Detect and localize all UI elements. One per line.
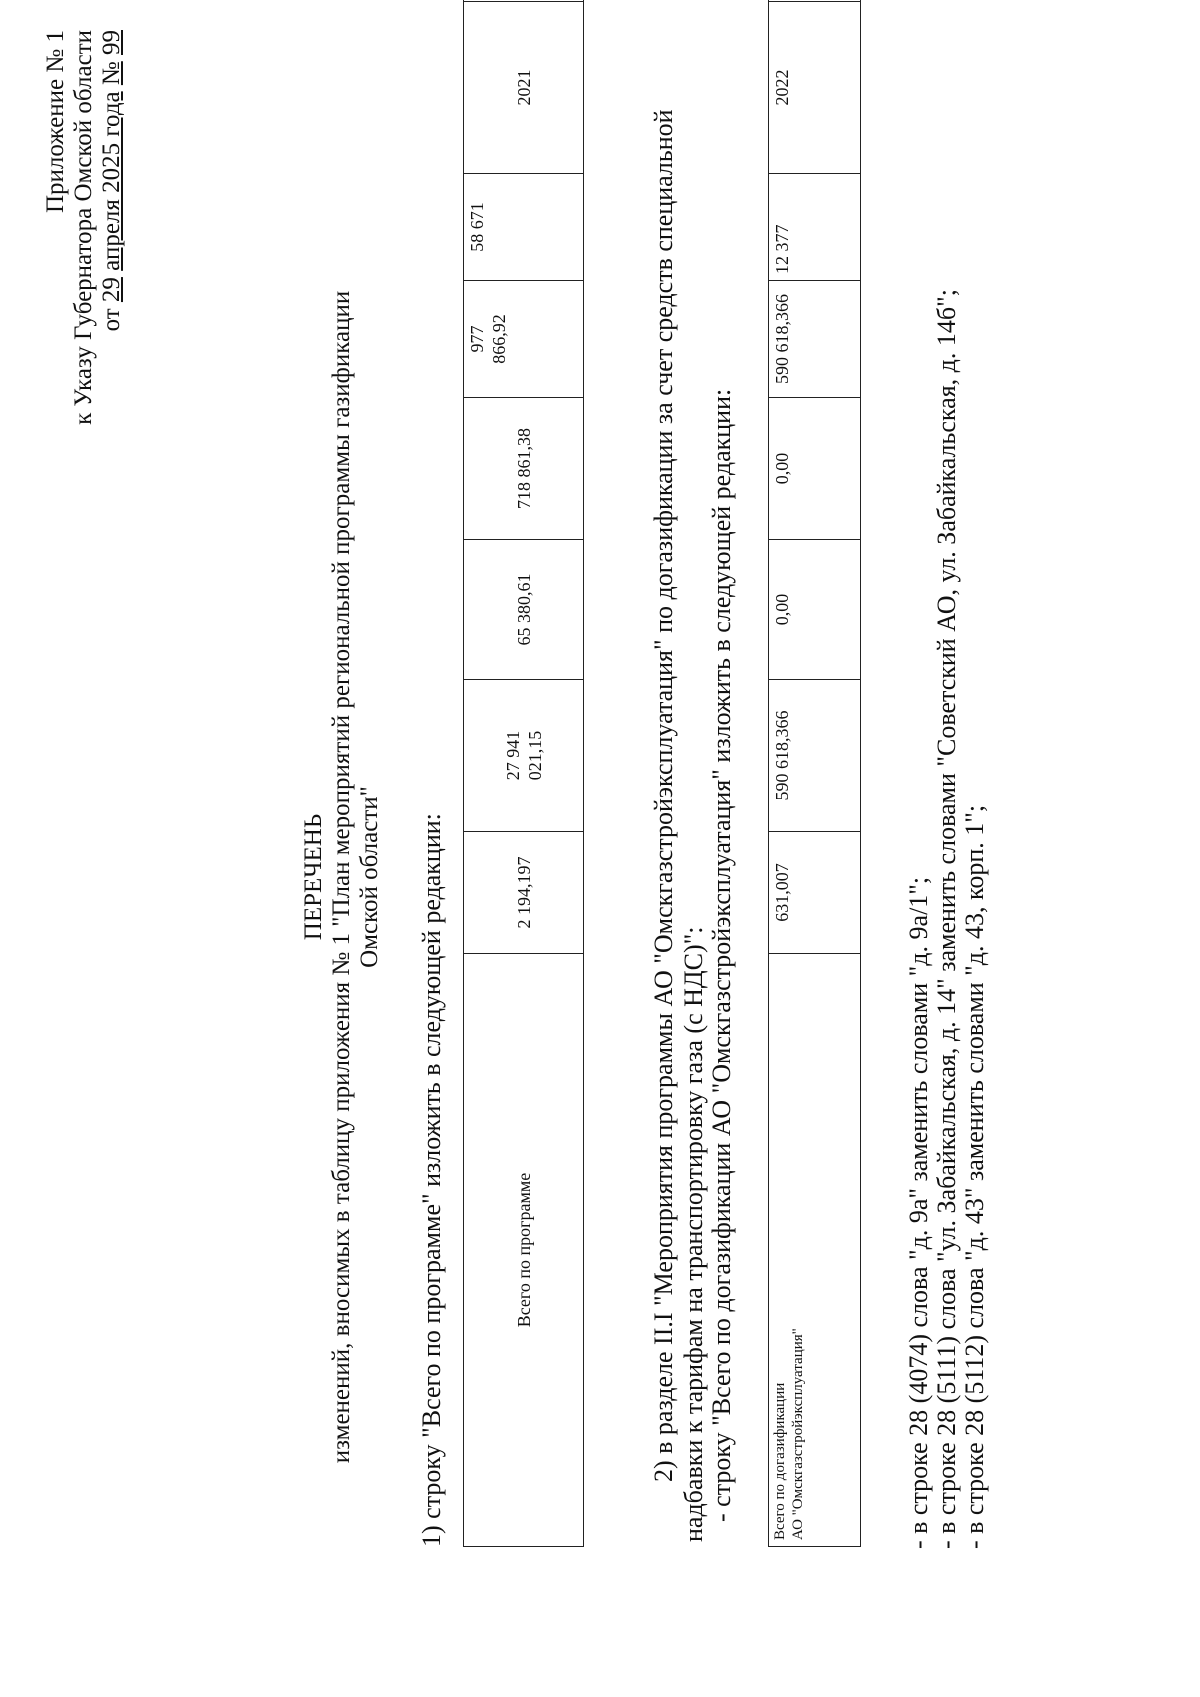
table2-cell: 2022: [769, 2, 861, 174]
appendix-line3: от 29 апреля 2025 года № 99: [98, 30, 125, 332]
table2-cell: 0,00: [769, 398, 861, 540]
table1-cell: 65 380,61: [464, 540, 584, 680]
table1-cell: 2 194,197: [464, 832, 584, 954]
item-2-line3: - строку "Всего по догазификации АО "Омскгазстройэксплуатация" изложить в следующей редакции:: [707, 388, 736, 1522]
change-bullet: - в строке 28 (5112) слова "д. 43" заменить словами "д. 43, корп. 1";: [960, 804, 989, 1549]
table-gasification-total: [768, 0, 861, 1547]
table2-cell: 590 618,366: [769, 680, 861, 832]
table2-cell: 590 618,366: [769, 281, 861, 398]
appendix-header: [42, 30, 126, 425]
appendix-line1: Приложение № 1: [42, 30, 69, 214]
table1-cell: 27 941 021,15: [464, 680, 584, 832]
table2-cell: [769, 0, 861, 2]
appendix-month-year: апреля 2025 года: [98, 91, 125, 271]
appendix-day: 29: [98, 277, 125, 303]
table1-cell: 977 866,92: [464, 281, 584, 398]
table2-cell: 12 377: [769, 174, 861, 281]
table1-cell: 718 861,38: [464, 398, 584, 540]
table1-cell: [464, 0, 584, 2]
table1-cell: 58 671: [464, 174, 584, 281]
table-row: [464, 0, 584, 1547]
heading-title: ПЕРЕЧЕНЬ: [300, 813, 327, 941]
item-2-line2: надбавки к тарифам на транспортировку газа (с НДС)":: [679, 926, 708, 1542]
change-bullet: - в строке 28 (4074) слова "д. 9а" заменить словами "д. 9а/1";: [904, 876, 933, 1549]
table1-cell: 2021: [464, 2, 584, 174]
table-total-program: [463, 0, 584, 1547]
document-heading: [300, 177, 384, 1577]
heading-line2: изменений, вносимых в таблицу приложения № 1 "План мероприятий региональной программы газификации: [328, 290, 355, 1464]
table2-cell: 0,00: [769, 540, 861, 680]
table2-label: Всего по догазификации АО "Омскгазстройэксплуатация": [769, 954, 861, 1547]
item-2-line1: 2) в разделе II.I "Мероприятия программы АО "Омскгазстройэксплуатация" по догазификации за счет средств специальной: [649, 109, 678, 1482]
table1-label: Всего по программе: [464, 954, 584, 1547]
heading-line3: Омской области": [356, 786, 383, 968]
appendix-line2: к Указу Губернатора Омской области: [70, 30, 97, 425]
table2-cell: 631,007: [769, 832, 861, 954]
appendix-number: 99: [98, 30, 125, 55]
table-row: [769, 0, 861, 1547]
change-bullet: - в строке 28 (5111) слова "ул. Забайкальская, д. 14" заменить словами "Советский АО, ул. Забайкальская, д. 14б";: [932, 289, 961, 1549]
item-1-text: 1) строку "Всего по программе" изложить в следующей редакции:: [417, 813, 446, 1547]
